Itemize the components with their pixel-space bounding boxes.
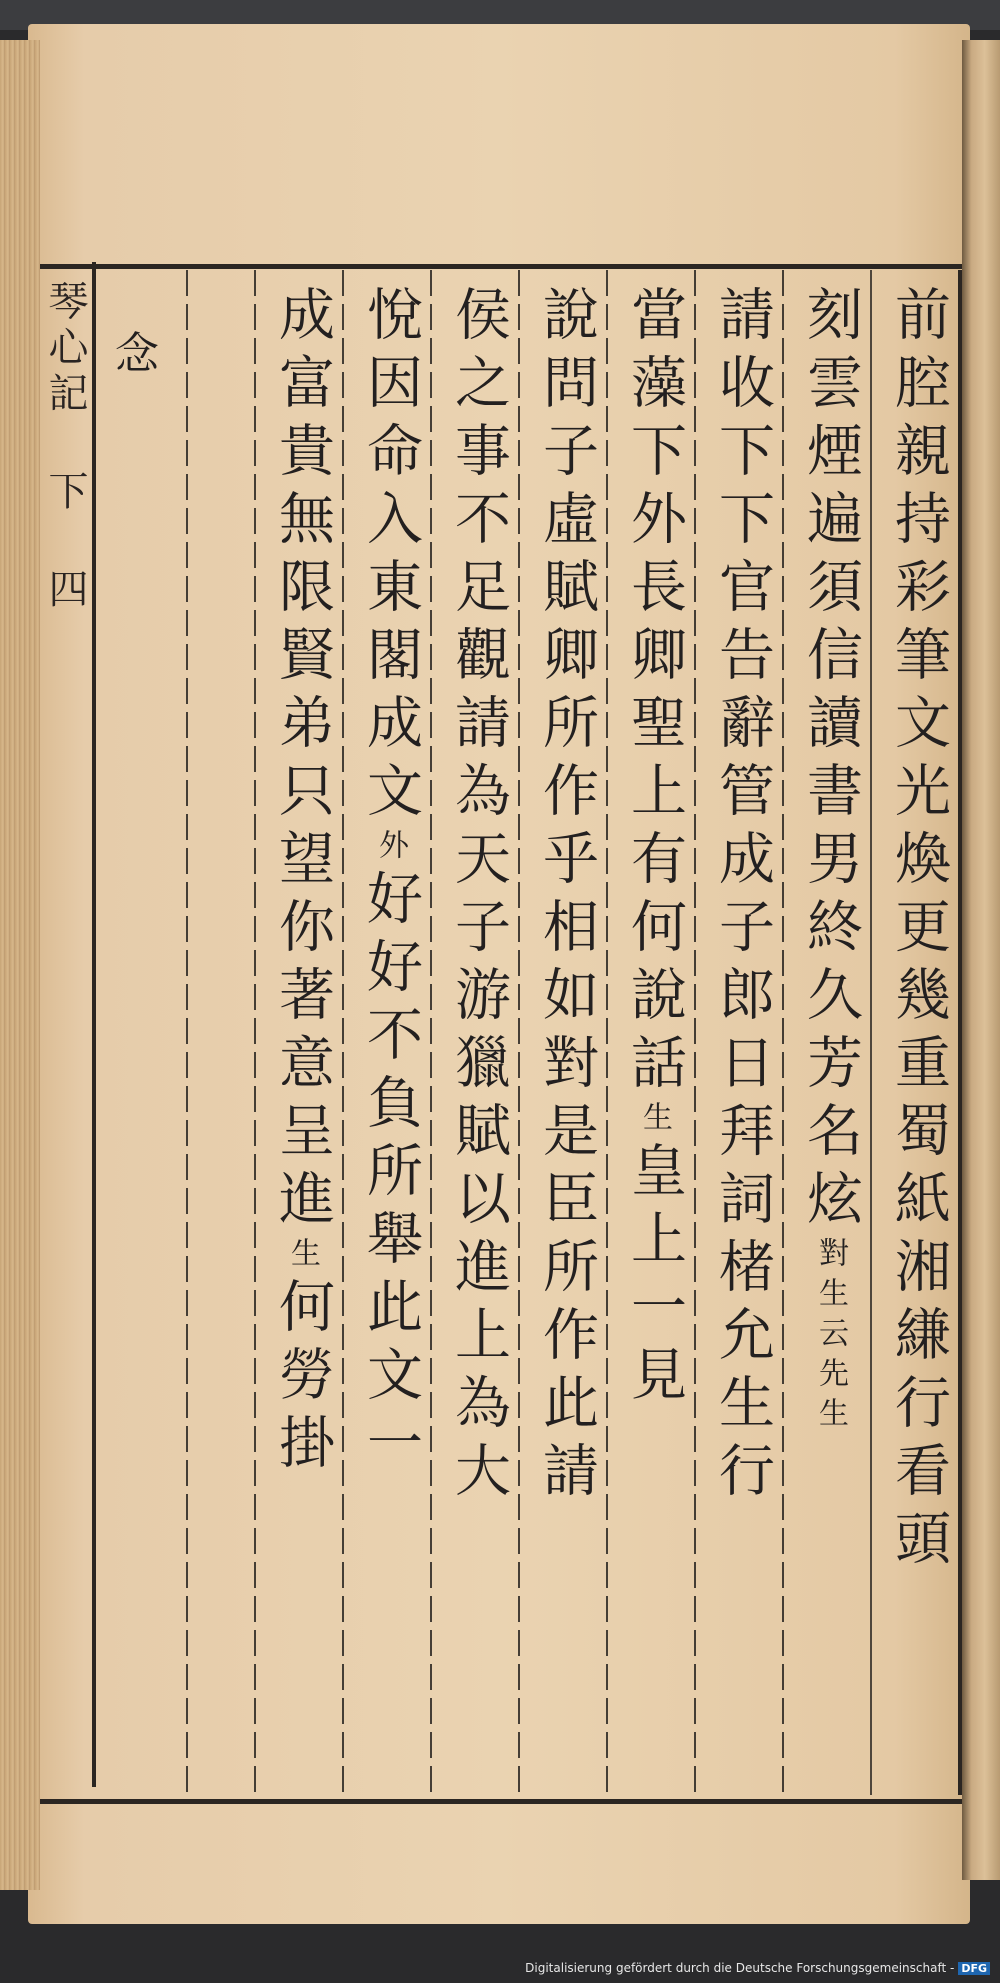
text-column-6 [432,285,524,1509]
text-column-8-annotation: 生 [285,1237,320,1277]
text-column-9 [100,330,164,374]
text-column-1 [872,285,964,1577]
digitization-credit-text: Digitalisierung gefördert durch die Deutsche Forschungsgemeinschaft - [525,1961,955,1975]
text-column-5-body: 說問子虛賦卿所作乎相如對是臣所作此請 [534,285,599,1509]
page-stack-right [962,40,1000,1880]
digitization-credit [525,1961,990,1975]
text-column-2 [784,285,876,1437]
page-stack-left [0,40,40,1890]
text-column-4 [608,285,700,1413]
text-column-2-body: 刻雲煙遍須信讀書男終久芳名炫 [798,285,863,1237]
text-column-8-tail: 何勞掛 [270,1277,335,1481]
text-column-4-tail: 皇上一見 [622,1141,687,1413]
text-column-3 [696,285,788,1509]
text-column-9-body: 念 [107,330,158,374]
text-column-1-body: 前腔親持彩筆文光煥更幾重蜀紙湘縑行看頭 [886,285,951,1577]
text-column-2-annotation: 對生云先生 [813,1237,848,1437]
text-column-7-tail: 好好不負所舉此文一 [358,869,423,1481]
dfg-logo: DFG [958,1962,990,1975]
text-column-4-annotation: 生 [637,1101,672,1141]
margin-title: 琴心記 下 四 [42,280,88,614]
text-column-7-annotation: 外 [373,829,408,869]
text-column-4-body: 當藻下外長卿聖上有何說話 [622,285,687,1101]
text-column-7 [344,285,436,1481]
text-column-5 [520,285,612,1509]
text-column-8 [256,285,348,1481]
text-column-7-body: 悅因命入東閣成文 [358,285,423,829]
text-column-6-body: 侯之事不足觀請為天子游獵賦以進上為大 [446,285,511,1509]
text-column-3-body: 請收下下官告辭管成子郎日拜詞楮允生行 [710,285,775,1509]
text-column-8-body: 成富貴無限賢弟只望你著意呈進 [270,285,335,1237]
column-rule [186,270,188,1795]
